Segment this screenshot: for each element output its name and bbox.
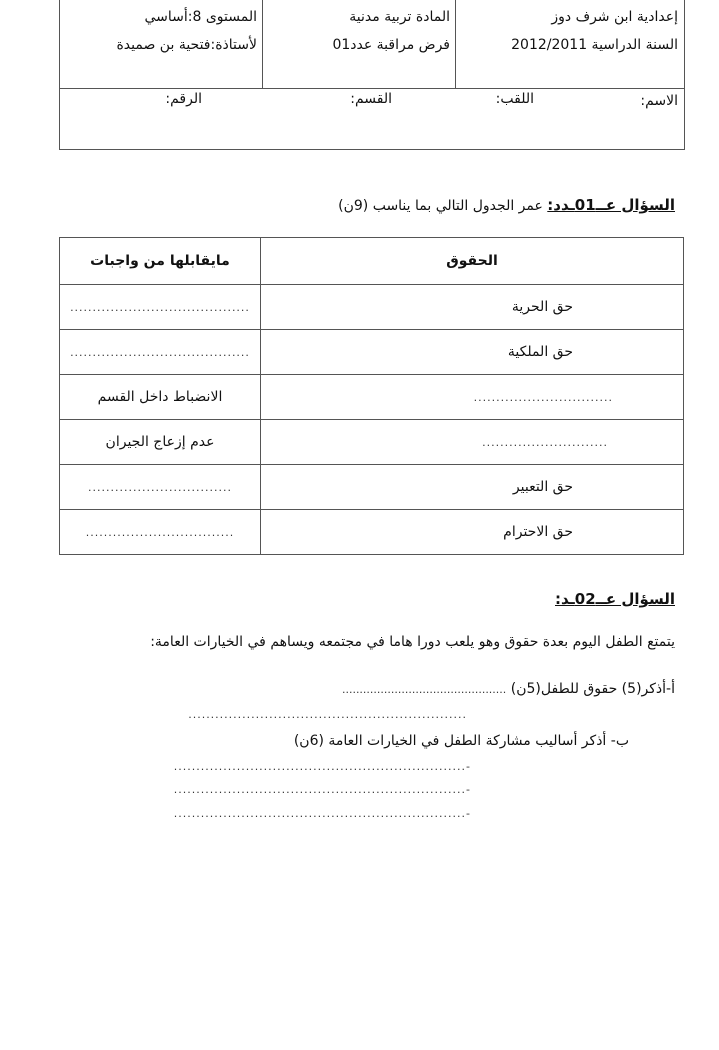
school-year: السنة الدراسية 2012/2011 — [511, 37, 678, 53]
right-cell[interactable]: حق الحرية — [261, 285, 684, 330]
table-row — [60, 285, 684, 330]
answer-line[interactable]: -................................................................. — [173, 760, 471, 773]
answer-line[interactable]: .............................................................. — [188, 708, 467, 721]
name-label: الاسم: — [640, 93, 678, 109]
header-table — [59, 0, 685, 150]
table-row — [60, 420, 684, 465]
duty-cell[interactable]: الانضباط داخل القسم — [60, 375, 261, 420]
right-cell[interactable]: حق الملكية — [261, 330, 684, 375]
answer-line[interactable]: -................................................................. — [173, 783, 471, 796]
part-a-text: أ-أذكر(5) حقوق للطفل(5ن) — [510, 681, 675, 697]
right-cell[interactable]: ............................... — [261, 375, 684, 420]
right-cell[interactable]: حق الاحترام — [261, 510, 684, 555]
q1-instruction: عمر الجدول التالي بما يناسب (9ن) — [338, 198, 543, 214]
class-label: القسم: — [350, 91, 392, 107]
school-name: إعدادية ابن شرف دوز — [551, 9, 678, 25]
q1-title — [338, 196, 675, 214]
subject-cell — [262, 0, 456, 88]
level-cell — [60, 0, 263, 88]
table-row — [60, 330, 684, 375]
duty-cell[interactable]: ................................ — [60, 465, 261, 510]
number-label: الرقم: — [165, 91, 202, 107]
table-row — [60, 510, 684, 555]
subject: المادة تربية مدنية — [349, 9, 450, 25]
table-row — [60, 375, 684, 420]
teacher: لأستاذة:فتحية بن صميدة — [116, 37, 257, 53]
right-cell[interactable]: حق التعبير — [261, 465, 684, 510]
duty-cell[interactable]: ........................................ — [60, 330, 261, 375]
q2-part-a — [342, 681, 675, 697]
q2-intro: يتمتع الطفل اليوم بعدة حقوق وهو يلعب دورا هاما في مجتمعه ويساهم في الخيارات العامة: — [150, 634, 675, 650]
school-cell — [455, 0, 684, 88]
student-info-row — [60, 88, 684, 150]
q2-heading: السؤال عــ02ـد: — [555, 590, 675, 608]
surname-label: اللقب: — [495, 91, 534, 107]
test-title: فرض مراقبة عدد01 — [332, 37, 450, 53]
duty-cell[interactable]: عدم إزعاج الجيران — [60, 420, 261, 465]
level: المستوى 8:أساسي — [144, 9, 257, 25]
part-b-text: ب- أذكر أساليب مشاركة الطفل في الخيارات العامة (6ن) — [293, 733, 629, 749]
col-rights: الحقوق — [261, 238, 684, 285]
rights-duties-table — [59, 237, 684, 555]
table-row — [60, 465, 684, 510]
answer-line[interactable]: -................................................................. — [173, 807, 471, 820]
answer-line[interactable]: ............................................... — [341, 683, 507, 696]
col-duties: مايقابلها من واجبات — [60, 238, 261, 285]
q1-heading: السؤال عــ01ـدد: — [547, 196, 675, 214]
duty-cell[interactable]: ................................. — [60, 510, 261, 555]
duty-cell[interactable]: ........................................ — [60, 285, 261, 330]
right-cell[interactable]: ............................ — [261, 420, 684, 465]
